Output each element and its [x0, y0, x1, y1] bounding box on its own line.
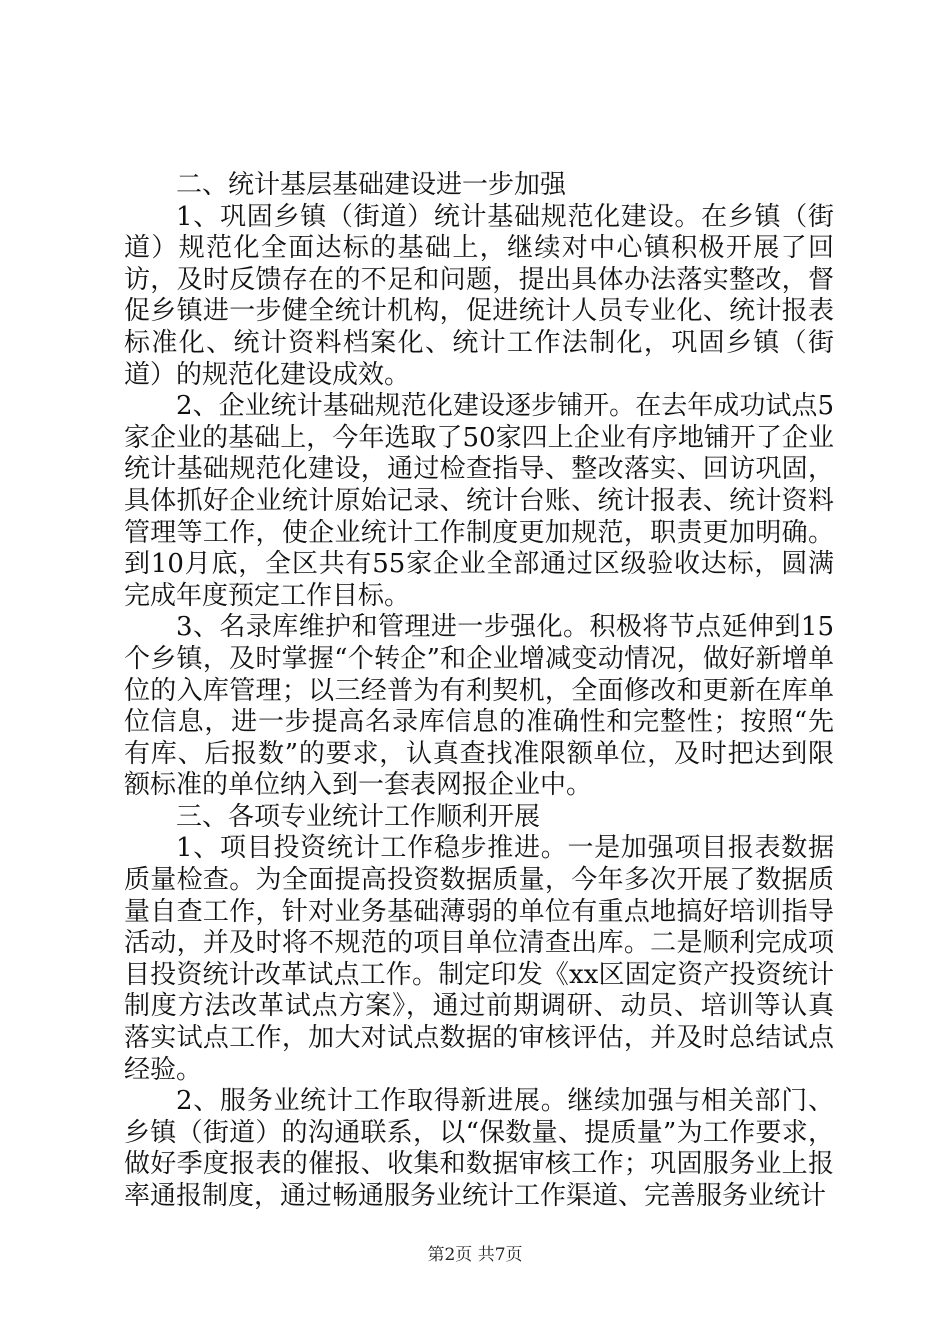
paragraph-3-2: 2、服务业统计工作取得新进展。继续加强与相关部门、乡镇（街道）的沟通联系，以“保数量、提质量”为工作要求，做好季度报表的催报、收集和数据审核工作；巩固服务业上报率通报制度，通过畅通服务业统计工作渠道、完善服务业统计: [124, 1086, 834, 1211]
paragraph-3-1: 1、项目投资统计工作稳步推进。一是加强项目报表数据质量检查。为全面提高投资数据质量，今年多次开展了数据质量自查工作，针对业务基础薄弱的单位有重点地搞好培训指导活动，并及时将不规范的项目单位清查出库。二是顺利完成项目投资统计改革试点工作。制定印发《xx区固定资产投资统计制度方法改革试点方案》，通过前期调研、动员、培训等认真落实试点工作，加大对试点数据的审核评估，并及时总结试点经验。: [124, 833, 834, 1085]
paragraph-2-1: 1、巩固乡镇（街道）统计基础规范化建设。在乡镇（街道）规范化全面达标的基础上，继续对中心镇积极开展了回访，及时反馈存在的不足和问题，提出具体办法落实整改，督促乡镇进一步健全统计机构，促进统计人员专业化、统计报表标准化、统计资料档案化、统计工作法制化，巩固乡镇（街道）的规范化建设成效。: [124, 201, 834, 390]
section-heading-3: 三、各项专业统计工作顺利开展: [176, 801, 541, 832]
page-number: 第2页 共7页: [427, 1245, 523, 1265]
document-body: [124, 170, 834, 1213]
paragraph-2-2: 2、企业统计基础规范化建设逐步铺开。在去年成功试点5家企业的基础上，今年选取了50家四上企业有序地铺开了企业统计基础规范化建设，通过检查指导、整改落实、回访巩固，具体抓好企业统计原始记录、统计台账、统计报表、统计资料管理等工作，使企业统计工作制度更加规范，职责更加明确。到10月底，全区共有55家企业全部通过区级验收达标，圆满完成年度预定工作目标。: [124, 391, 834, 611]
section-heading-2: 二、统计基层基础建设进一步加强: [176, 170, 567, 200]
page-footer: [0, 1244, 950, 1266]
paragraph-2-3: 3、名录库维护和管理进一步强化。积极将节点延伸到15个乡镇，及时掌握“个转企”和企业增减变动情况，做好新增单位的入库管理；以三经普为有利契机，全面修改和更新在库单位信息，进一步提高名录库信息的准确性和完整性；按照“先有库、后报数”的要求，认真查找准限额单位，及时把达到限额标准的单位纳入到一套表网报企业中。: [124, 612, 834, 801]
